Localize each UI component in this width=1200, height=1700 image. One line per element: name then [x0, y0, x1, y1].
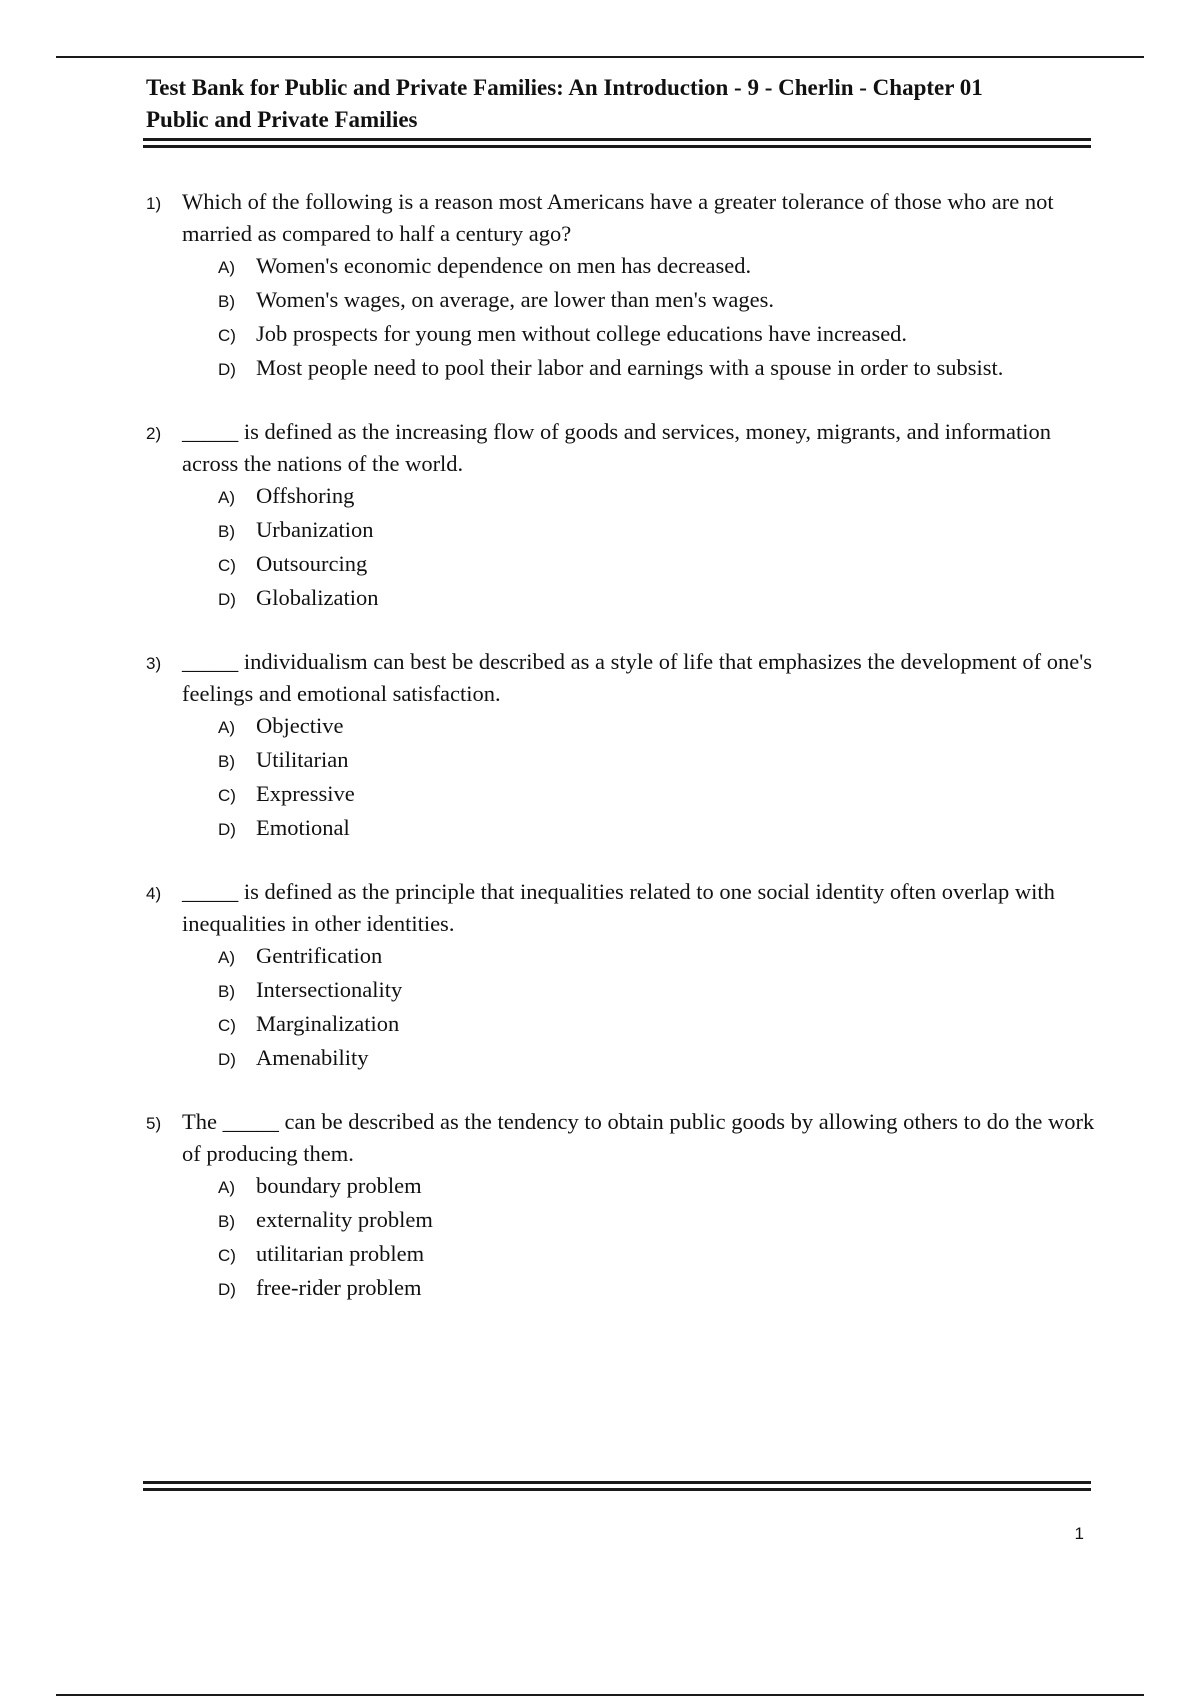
answer-choices: [218, 940, 1096, 1076]
answer-choice-d: [218, 1272, 1096, 1306]
answer-choice-b: [218, 284, 1096, 318]
choice-text: Utilitarian: [256, 747, 349, 772]
question-5: [146, 1106, 1096, 1306]
choice-text: Expressive: [256, 781, 355, 806]
answer-choice-a: [218, 940, 1096, 974]
choice-text: Offshoring: [256, 483, 355, 508]
bottom-page-rule: [56, 1694, 1144, 1696]
choice-text: Women's economic dependence on men has decreased.: [256, 253, 752, 278]
choice-text: Most people need to pool their labor and earnings with a spouse in order to subsist.: [256, 355, 1004, 380]
top-page-rule: [56, 56, 1144, 58]
header-title-line-1: Test Bank for Public and Private Families: An Introduction - 9 - Cherlin - Chapter 01: [146, 75, 983, 100]
choice-letter: C): [218, 326, 236, 345]
answer-choice-d: [218, 352, 1096, 386]
answer-choices: [218, 1170, 1096, 1306]
choice-letter: B): [218, 982, 235, 1001]
choice-text: Gentrification: [256, 943, 383, 968]
question-3: [146, 646, 1096, 846]
choice-text: Emotional: [256, 815, 350, 840]
choice-text: Women's wages, on average, are lower than men's wages.: [256, 287, 774, 312]
document-header: [146, 72, 1096, 136]
answer-choice-b: [218, 974, 1096, 1008]
page-number: 1: [1074, 1524, 1084, 1543]
choice-letter: B): [218, 1212, 235, 1231]
answer-choice-d: [218, 812, 1096, 846]
choice-text: Urbanization: [256, 517, 374, 542]
choice-letter: B): [218, 522, 235, 541]
choice-text: boundary problem: [256, 1173, 422, 1198]
choice-letter: A): [218, 488, 235, 507]
question-text: _____ is defined as the principle that inequalities related to one social identity often overlap with inequalities in other identities.: [182, 879, 1055, 936]
choice-letter: D): [218, 1050, 236, 1069]
choice-letter: D): [218, 1280, 236, 1299]
choice-letter: A): [218, 258, 235, 277]
question-text: _____ individualism can best be described as a style of life that emphasizes the development of one's feelings and emotional satisfaction.: [182, 649, 1093, 706]
question-number: 1): [146, 194, 162, 213]
question-2: [146, 416, 1096, 616]
choice-letter: D): [218, 590, 236, 609]
header-title-line-2: Public and Private Families: [146, 107, 418, 132]
answer-choice-d: [218, 582, 1096, 616]
answer-choice-b: [218, 514, 1096, 548]
answer-choice-c: [218, 1238, 1096, 1272]
choice-letter: B): [218, 292, 235, 311]
footer-double-rule: [143, 1481, 1091, 1491]
answer-choice-b: [218, 744, 1096, 778]
answer-choice-a: [218, 480, 1096, 514]
choice-letter: C): [218, 786, 236, 805]
choice-text: Objective: [256, 713, 344, 738]
choice-text: externality problem: [256, 1207, 433, 1232]
question-1: [146, 186, 1096, 386]
question-number: 4): [146, 884, 162, 903]
answer-choices: [218, 250, 1096, 386]
answer-choice-a: [218, 710, 1096, 744]
answer-choice-c: [218, 318, 1096, 352]
answer-choice-b: [218, 1204, 1096, 1238]
choice-text: Intersectionality: [256, 977, 403, 1002]
question-number: 2): [146, 424, 162, 443]
answer-choice-a: [218, 250, 1096, 284]
choice-letter: C): [218, 1246, 236, 1265]
choice-letter: A): [218, 948, 235, 967]
answer-choice-c: [218, 778, 1096, 812]
question-number: 3): [146, 654, 162, 673]
choice-text: free-rider problem: [256, 1275, 422, 1300]
choice-text: Job prospects for young men without college educations have increased.: [256, 321, 908, 346]
answer-choices: [218, 710, 1096, 846]
answer-choice-c: [218, 1008, 1096, 1042]
answer-choice-d: [218, 1042, 1096, 1076]
choice-letter: B): [218, 752, 235, 771]
question-text: The _____ can be described as the tendency to obtain public goods by allowing others to do the work of producing them.: [182, 1109, 1095, 1166]
answer-choice-a: [218, 1170, 1096, 1204]
choice-text: utilitarian problem: [256, 1241, 425, 1266]
question-text: Which of the following is a reason most Americans have a greater tolerance of those who are not married as compared to half a century ago?: [182, 189, 1054, 246]
question-4: [146, 876, 1096, 1076]
choice-letter: A): [218, 718, 235, 737]
choice-letter: D): [218, 360, 236, 379]
choice-text: Globalization: [256, 585, 379, 610]
question-list: [146, 186, 1096, 1336]
choice-text: Amenability: [256, 1045, 369, 1070]
question-number: 5): [146, 1114, 162, 1133]
choice-letter: C): [218, 556, 236, 575]
choice-text: Marginalization: [256, 1011, 400, 1036]
answer-choice-c: [218, 548, 1096, 582]
choice-letter: A): [218, 1178, 235, 1197]
header-double-rule: [143, 138, 1091, 148]
question-text: _____ is defined as the increasing flow of goods and services, money, migrants, and information across the nations of the world.: [182, 419, 1051, 476]
choice-letter: D): [218, 820, 236, 839]
choice-letter: C): [218, 1016, 236, 1035]
choice-text: Outsourcing: [256, 551, 368, 576]
answer-choices: [218, 480, 1096, 616]
